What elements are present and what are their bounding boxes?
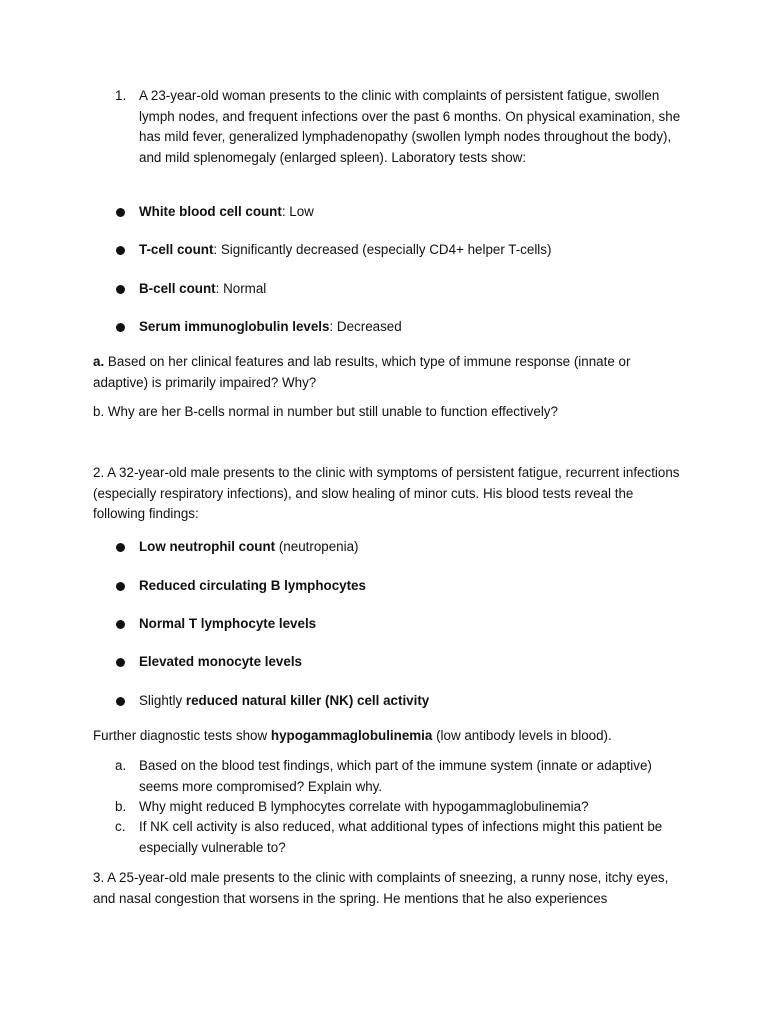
list-item bbox=[116, 240, 551, 260]
finding-label: Serum immunoglobulin levels bbox=[139, 318, 330, 334]
subquestion-text: Based on her clinical features and lab results, which type of immune response (innate or adaptive) is primarily impaired? Why? bbox=[93, 354, 631, 390]
subquestion-text: If NK cell activity is also reduced, what additional types of infections might this patient be especially vulnerable to? bbox=[139, 819, 663, 855]
finding-value: (neutropenia) bbox=[275, 538, 359, 554]
bullet-icon bbox=[116, 285, 125, 294]
bullet-icon bbox=[116, 582, 125, 591]
bullet-icon bbox=[116, 246, 125, 255]
subquestion-label: c. bbox=[115, 819, 126, 834]
bullet-icon bbox=[116, 543, 125, 552]
finding-label: Low neutrophil count bbox=[139, 538, 276, 554]
list-item bbox=[116, 614, 316, 634]
bullet-icon bbox=[116, 620, 125, 629]
finding-label: B-cell count bbox=[139, 280, 216, 296]
question-2-text: 2. A 32-year-old male presents to the clinic with symptoms of persistent fatigue, recurrent infections (especially respiratory infections), and slow healing of minor cuts. His blood tests reveal the following findings: bbox=[93, 465, 680, 521]
question-1-text: A 23-year-old woman presents to the clinic with complaints of persistent fatigue, swollen lymph nodes, and frequent infections over the past 6 months. On physical examination, she has mild fever, generalized lymphadenopathy (swollen lymph nodes throughout the body), and mild splenomegaly (enlarged spleen). Laboratory tests show: bbox=[139, 88, 681, 165]
finding-value: : Decreased bbox=[329, 318, 402, 334]
finding-prefix: Slightly bbox=[139, 692, 186, 708]
list-item bbox=[116, 691, 429, 711]
subquestion-a bbox=[115, 756, 685, 797]
subquestion-c bbox=[115, 817, 685, 858]
bullet-icon bbox=[116, 658, 125, 667]
bullet-icon bbox=[116, 323, 125, 332]
subquestion-b bbox=[115, 797, 685, 818]
finding-label: Elevated monocyte levels bbox=[139, 653, 302, 669]
subquestion-text: Based on the blood test findings, which part of the immune system (innate or adaptive) seems more compromised? Explain why. bbox=[139, 758, 652, 794]
question-1 bbox=[115, 86, 685, 168]
further-tests: Further diagnostic tests show hypogammaglobulinemia (low antibody levels in blood). bbox=[93, 728, 612, 743]
question-3-text: 3. A 25-year-old male presents to the clinic with complaints of sneezing, a runny nose, itchy eyes, and nasal congestion that worsens in the spring. He mentions that he also experiences bbox=[93, 870, 669, 906]
finding-label: T-cell count bbox=[139, 241, 214, 257]
question-1b: b. Why are her B-cells normal in number but still unable to function effectively? bbox=[93, 404, 558, 419]
list-item bbox=[116, 537, 359, 557]
finding-label: reduced natural killer (NK) cell activity bbox=[185, 692, 430, 708]
list-item bbox=[116, 652, 302, 672]
finding-value: : Normal bbox=[215, 280, 267, 296]
list-item bbox=[116, 317, 402, 337]
finding-value: : Low bbox=[281, 203, 314, 219]
finding-label: White blood cell count bbox=[139, 203, 282, 219]
subquestion-label: b. bbox=[115, 799, 127, 814]
subquestion-text: Why might reduced B lymphocytes correlate with hypogammaglobulinemia? bbox=[139, 799, 589, 814]
list-item bbox=[116, 202, 314, 222]
finding-label: Normal T lymphocyte levels bbox=[139, 615, 317, 631]
list-item bbox=[116, 576, 366, 596]
bullet-icon bbox=[116, 697, 125, 706]
finding-label: Reduced circulating B lymphocytes bbox=[139, 577, 366, 593]
bullet-icon bbox=[116, 208, 125, 217]
question-number: 1. bbox=[115, 88, 127, 103]
subquestion-label: a. bbox=[93, 354, 105, 369]
diagnosis-term: hypogammaglobulinemia bbox=[270, 728, 433, 743]
finding-value: : Significantly decreased (especially CD4+ helper T-cells) bbox=[213, 241, 552, 257]
question-1a bbox=[93, 352, 683, 393]
list-item bbox=[116, 279, 266, 299]
subquestion-label: a. bbox=[115, 758, 127, 773]
